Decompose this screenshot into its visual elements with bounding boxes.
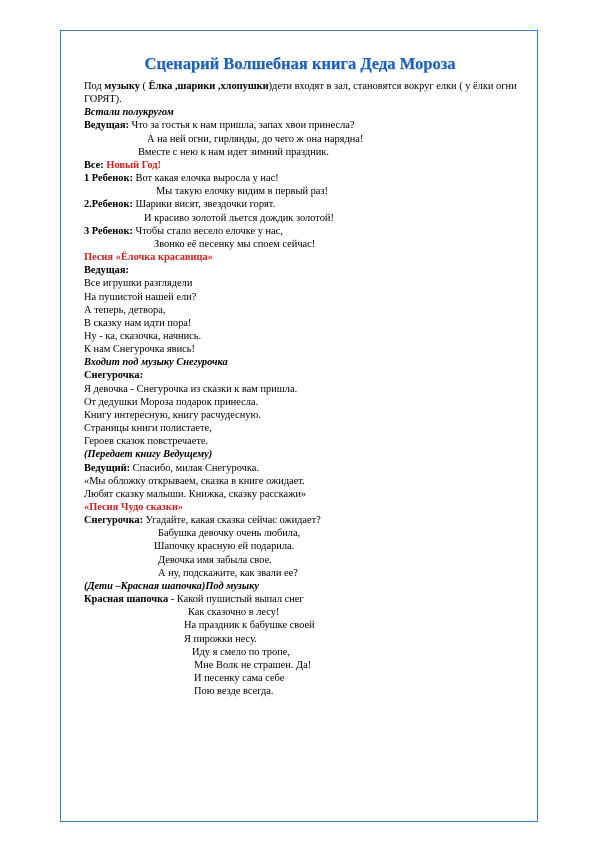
intro-paragraph: Под музыку ( Ёлка ,шарики ,хлопушки)дети входят в зал, становятся вокруг елки ( у ёлки огни ГОРЯТ).	[84, 81, 517, 106]
intro-music: музыку	[104, 81, 140, 92]
speaker: 3 Ребенок:	[84, 225, 133, 237]
dialogue-line: Снегурочка: Угадайте, какая сказка сейчас ожидает?	[84, 515, 321, 527]
dialogue-line: Пою везде всегда.	[194, 686, 274, 698]
dialogue-line: И песенку сама себе	[194, 673, 285, 685]
dialogue-line: А теперь, детвора,	[84, 304, 166, 316]
stage-direction: (Дети –Красная шапочка)Под музыку	[84, 580, 259, 592]
speaker: Снегурочка:	[84, 370, 144, 382]
dialogue-line: А ну, подскажите, как звали ее?	[158, 567, 298, 579]
dialogue-line: Вместе с нею к нам идет зимний праздник.	[138, 146, 329, 158]
speaker: Красная шапочка	[84, 594, 169, 606]
song-title: Песня «Ёлочка красавица»	[84, 252, 213, 264]
dialogue-line: Страницы книги полистаете,	[84, 423, 212, 435]
dialogue-line: 2.Ребенок: Шарики висят, звездочки горят.	[84, 199, 276, 211]
speaker: Ведущий:	[84, 462, 131, 474]
dialogue-line: Все игрушки разглядели	[84, 278, 193, 290]
speaker: 1 Ребенок:	[84, 173, 133, 185]
dialogue-line: 1 Ребенок: Вот какая елочка выросла у нас!	[84, 173, 279, 185]
dialogue-line: Шапочку красную ей подарила.	[154, 541, 295, 553]
speaker: Все:	[84, 159, 104, 171]
dialogue-line: Бабушка девочку очень любила,	[158, 528, 301, 540]
script-content	[84, 54, 534, 698]
dialogue-line: А на ней огни, гирлянды, до чего ж она нарядна!	[147, 133, 364, 145]
dialogue-line: Ведущий: Спасибо, милая Снегурочка.	[84, 462, 259, 474]
stage-direction: Входит под музыку Снегурочка	[84, 357, 228, 369]
dialogue-line: На праздник к бабушке своей	[184, 620, 315, 632]
stage-direction: (Передает книгу Ведущему)	[84, 449, 213, 461]
speaker: Ведущая:	[84, 265, 129, 277]
dialogue-line: Я пирожки несу.	[184, 633, 257, 645]
dialogue-line: «Мы обложку открываем, сказка в книге ожидает.	[84, 475, 305, 487]
dialogue-line: В сказку нам идти пора!	[84, 317, 192, 329]
document-title: Сценарий Волшебная книга Деда Мороза	[144, 54, 456, 73]
dialogue-line: От дедушки Мороза подарок принесла.	[84, 396, 259, 408]
dialogue-line: К нам Снегурочка явись!	[84, 344, 195, 356]
dialogue-line: Иду я смело по тропе,	[192, 646, 290, 658]
dialogue-line: Ведущая: Что за гостья к нам пришла, запах хвои принесла?	[84, 120, 355, 132]
dialogue-line	[84, 159, 534, 172]
dialogue-line: Красная шапочка - Какой пушистый выпал снег	[84, 594, 304, 606]
dialogue-line: На пушистой нашей ели?	[84, 291, 197, 303]
stage-direction: Встали полукругом	[84, 107, 174, 119]
speaker: Ведущая:	[84, 120, 129, 132]
speaker: Снегурочка:	[84, 515, 144, 527]
intro-props: Ёлка ,шарики ,хлопушки	[148, 81, 269, 92]
exclamation: Новый Год!	[106, 159, 161, 171]
dialogue-line: Любят сказку малыши. Книжка, сказку расскажи»	[84, 488, 307, 500]
dialogue-line: Книгу интересную, книгу расчудесную.	[84, 409, 261, 421]
dialogue-line: Мы такую елочку видим в первый раз!	[156, 186, 328, 198]
speaker: 2.Ребенок:	[84, 199, 133, 211]
song-title: «Песня Чудо сказки»	[84, 502, 184, 513]
dialogue-line: И красиво золотой льется дождик золотой!	[144, 212, 334, 224]
dialogue-line: Как сказочно в лесу!	[188, 607, 280, 619]
dialogue-line: 3 Ребенок: Чтобы стало весело елочке у нас,	[84, 225, 283, 237]
dialogue-line: Мне Волк не страшен. Да!	[194, 659, 312, 671]
dialogue-line: Героев сказок повстречаете.	[84, 436, 209, 448]
dialogue-line: Ну - ка, сказочка, начнись.	[84, 330, 202, 342]
dialogue-line: Звонко её песенку мы споем сейчас!	[154, 238, 316, 250]
dialogue-line: Я девочка - Снегурочка из сказки к вам пришла.	[84, 383, 298, 395]
dialogue-line: Девочка имя забыла свое.	[158, 554, 272, 566]
